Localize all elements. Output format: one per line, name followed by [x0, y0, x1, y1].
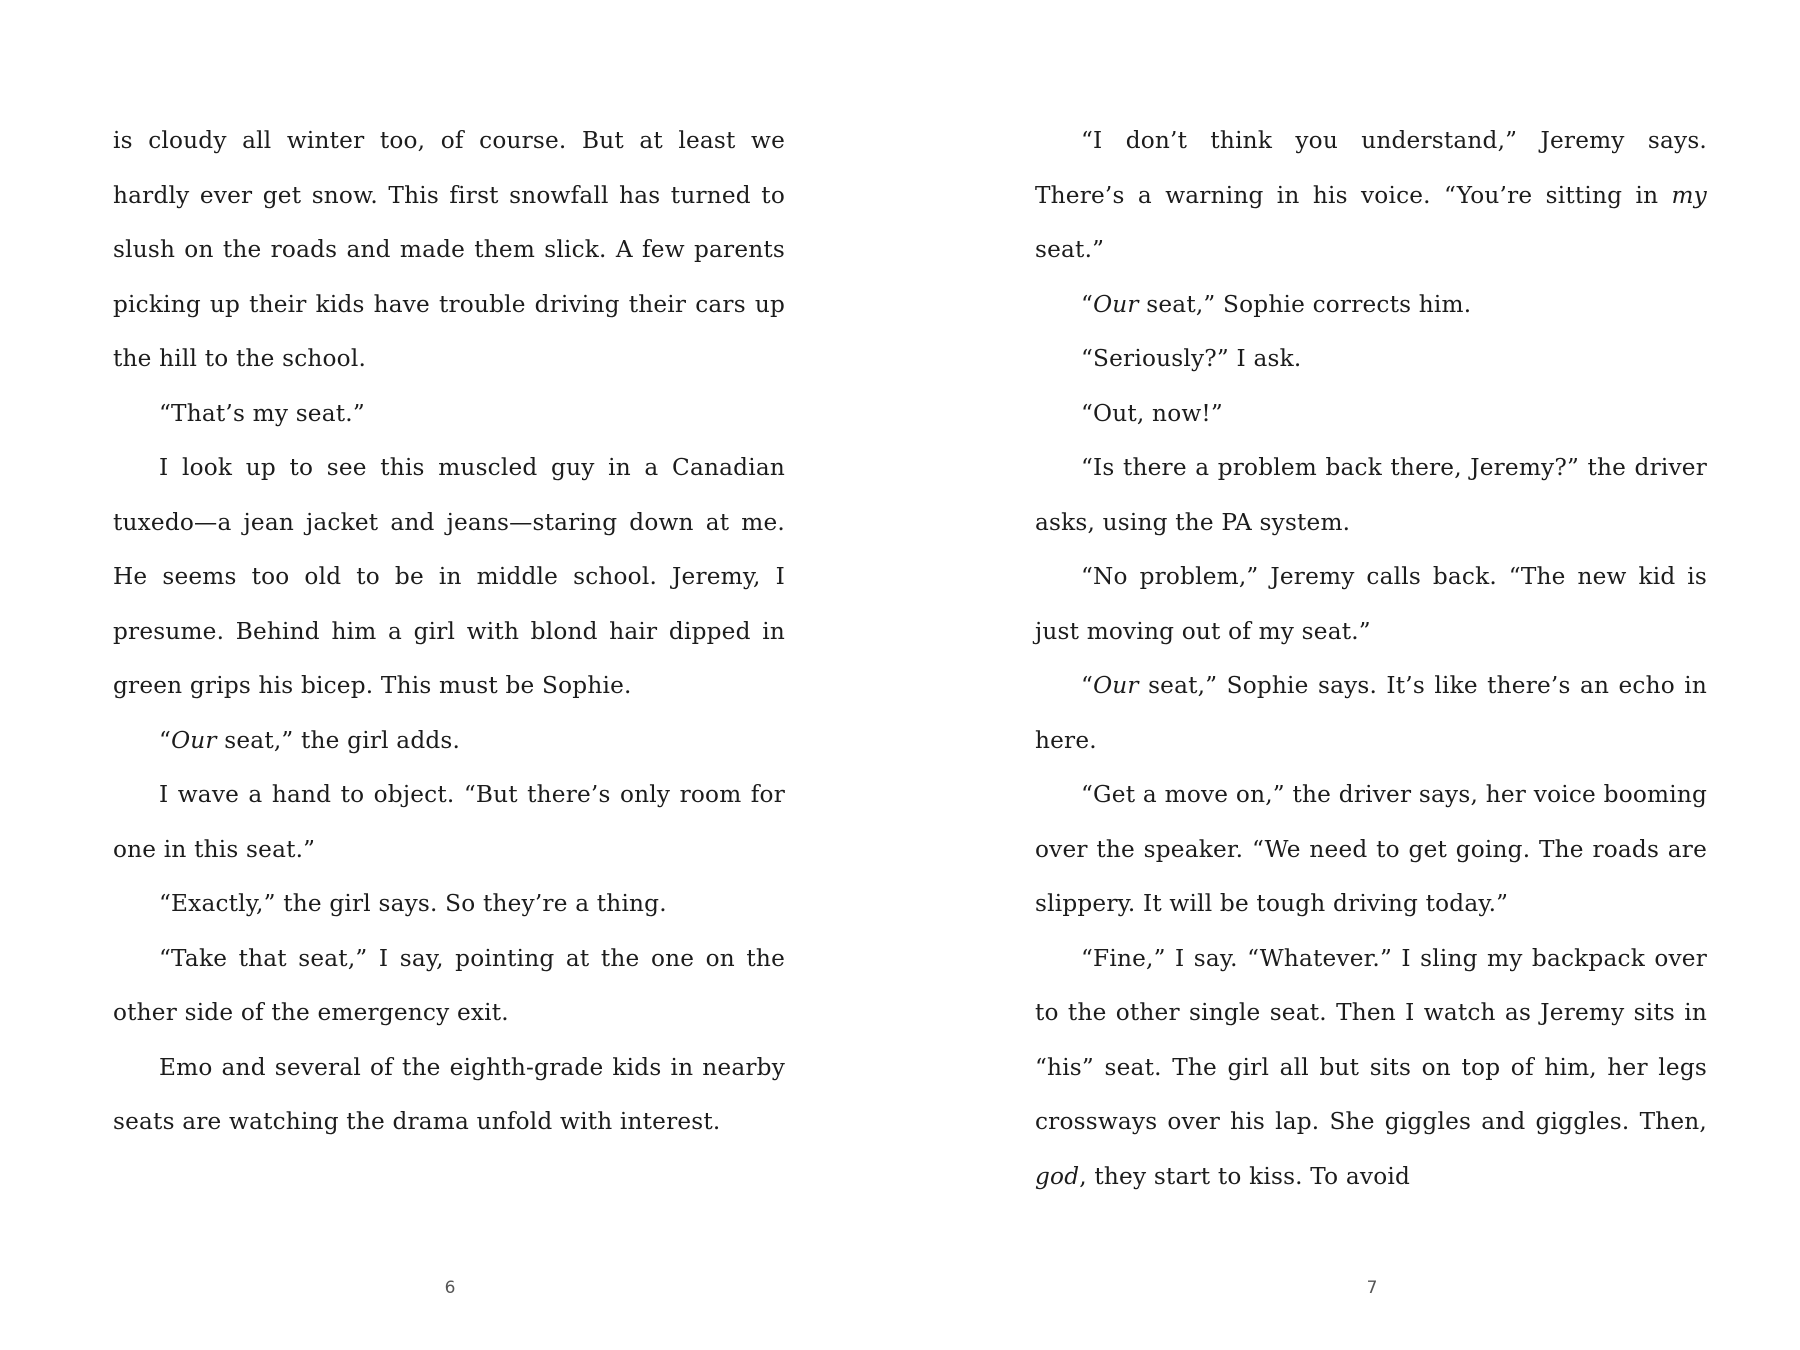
paragraph: [113, 714, 785, 769]
text-run: “I don’t think you understand,” Jeremy says. There’s a warning in his voice. “You’re sitting in: [1035, 127, 1707, 209]
right-page: [900, 0, 1800, 1350]
paragraph: is cloudy all winter too, of course. But at least we hardly ever get snow. This first snowfall has turned to slush on the roads and made them slick. A few parents picking up their kids have trouble driving their cars up the hill to the school.: [113, 127, 785, 372]
paragraph: [1035, 659, 1707, 768]
text-run: “: [1081, 290, 1094, 318]
right-page-text: [1035, 114, 1707, 1204]
paragraph: “Seriously?” I ask.: [1081, 345, 1302, 372]
paragraph: “No problem,” Jeremy calls back. “The new kid is just moving out of my seat.”: [1035, 563, 1707, 645]
paragraph: [1035, 278, 1707, 333]
text-run: seat,” Sophie says. It’s like there’s an echo in here.: [1035, 672, 1707, 754]
paragraph: I wave a hand to object. “But there’s only room for one in this seat.”: [113, 781, 785, 863]
page-number: 7: [1366, 1278, 1378, 1298]
text-run: , they start to kiss. To avoid: [1079, 1162, 1411, 1190]
paragraph: “Exactly,” the girl says. So they’re a thing.: [159, 890, 667, 917]
emphasis: Our: [1093, 290, 1139, 318]
text-run: seat,” the girl adds.: [216, 726, 461, 754]
page-number: 6: [444, 1278, 456, 1298]
left-page-text: [113, 114, 785, 1150]
text-run: seat,” Sophie corrects him.: [1138, 290, 1472, 318]
paragraph: Emo and several of the eighth-grade kids in nearby seats are watching the drama unfold with interest.: [113, 1053, 785, 1135]
text-run: seat.”: [1035, 236, 1105, 263]
paragraph: [1035, 114, 1707, 278]
emphasis: Our: [1093, 672, 1139, 699]
paragraph: “Get a move on,” the driver says, her voice booming over the speaker. “We need to get going. The roads are slippery. It will be tough driving today.”: [1035, 781, 1707, 917]
text-run: “: [159, 726, 172, 754]
emphasis: god: [1035, 1162, 1080, 1190]
paragraph: “Take that seat,” I say, pointing at the one on the other side of the emergency exit.: [113, 944, 785, 1026]
paragraph: “Out, now!”: [1081, 399, 1223, 427]
emphasis: my: [1671, 181, 1707, 209]
text-run: “: [1081, 672, 1094, 699]
paragraph: I look up to see this muscled guy in a Canadian tuxedo—a jean jacket and jeans—staring down at me. He seems too old to be in middle school. Jeremy, I presume. Behind him a girl with blond hair dipped in green grips his bicep. This must be Sophie.: [113, 454, 785, 699]
emphasis: Our: [171, 726, 217, 754]
paragraph: “Is there a problem back there, Jeremy?” the driver asks, using the PA system.: [1035, 454, 1707, 536]
paragraph: “That’s my seat.”: [159, 399, 365, 427]
paragraph: [1035, 932, 1707, 1205]
text-run: “Fine,” I say. “Whatever.” I sling my backpack over to the other single seat. Then I watch as Jeremy sits in “his” seat. The girl all but sits on top of him, her legs crossways over his lap. She giggles and giggles. Then,: [1035, 944, 1707, 1135]
